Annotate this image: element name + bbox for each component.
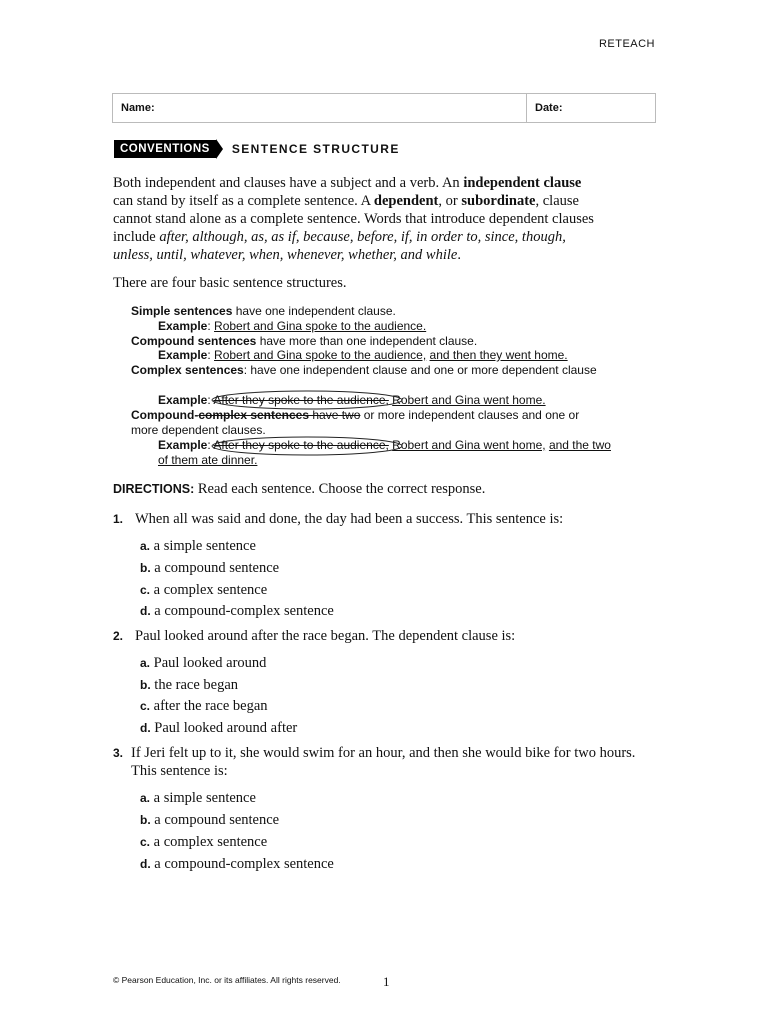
term-subordinate: subordinate — [461, 193, 536, 209]
question-number: 1. — [113, 512, 124, 526]
answer-option[interactable]: b. a compound sentence — [140, 560, 280, 576]
compound-complex-example: Example: After they spoke to the audience, Robert and Gina went home, and the two of them ate dinner. — [158, 438, 611, 467]
date-label: Date: — [535, 102, 563, 114]
compound-example: Example: Robert and Gina spoke to the audience, and then they went home. — [158, 348, 568, 362]
dependent-words-list: after, although, as, as if, because, before, if, in order to, since, though, unless, until, whatever, when, whenever, whether, and while — [113, 229, 566, 263]
page-number: 1 — [383, 974, 390, 989]
answer-option[interactable]: c. a complex sentence — [140, 834, 268, 850]
section-title: SENTENCE STRUCTURE — [231, 142, 400, 156]
arrow-icon — [216, 139, 223, 159]
answer-option[interactable]: d. a compound-complex sentence — [140, 603, 334, 619]
section-header — [114, 139, 400, 159]
name-label: Name: — [121, 102, 155, 114]
answer-option[interactable]: a. a simple sentence — [140, 538, 256, 554]
question-text: If Jeri felt up to it, she would swim for an hour, and then she would bike for two hours. This sentence is: — [131, 745, 636, 779]
date-field[interactable] — [527, 94, 563, 122]
answer-option[interactable]: c. after the race began — [140, 698, 268, 714]
intro-paragraph: Both independent and clauses have a subject and a verb. An independent clause can stand by itself as a complete sentence. A dependent, or subordinate, clause cannot stand alone as a complete sentence. Words that introduce dependent clauses include after, although, as, as if, because, before, if, in order to, since, though, unless, until, whatever, when, whenever, whether, and while. — [113, 175, 594, 263]
name-field[interactable] — [113, 94, 527, 122]
conventions-tag: CONVENTIONS — [114, 140, 216, 158]
answer-option[interactable]: a. Paul looked around — [140, 655, 267, 671]
answer-option[interactable]: a. a simple sentence — [140, 790, 256, 806]
answer-option[interactable]: b. the race began — [140, 677, 239, 693]
question-number: 2. — [113, 629, 124, 643]
question-number: 3. — [113, 746, 124, 760]
compound-sentence-definition: Compound sentences have more than one independent clause. — [131, 334, 478, 348]
simple-example: Example: Robert and Gina spoke to the audience. — [158, 319, 427, 333]
answer-option[interactable]: d. a compound-complex sentence — [140, 856, 334, 872]
four-structures-text: There are four basic sentence structures. — [113, 275, 347, 291]
question-text: Paul looked around after the race began. The dependent clause is: — [135, 628, 516, 644]
term-dependent: dependent — [373, 193, 439, 209]
name-date-box — [112, 93, 656, 123]
answer-option[interactable]: d. Paul looked around after — [140, 720, 298, 736]
reteach-label: RETEACH — [598, 38, 655, 50]
answer-option[interactable]: c. a complex sentence — [140, 582, 268, 598]
compound-complex-definition: Compound-complex sentences have two or more independent clauses and one or more dependent clauses. — [131, 408, 580, 437]
directions: DIRECTIONS: Read each sentence. Choose the correct response. — [113, 481, 486, 497]
complex-sentence-definition: Complex sentences: have one independent clause and one or more dependent clause — [131, 363, 597, 377]
term-independent-clause: independent clause — [463, 175, 582, 191]
answer-option[interactable]: b. a compound sentence — [140, 812, 280, 828]
complex-example: Example: After they spoke to the audience, Robert and Gina went home. — [158, 393, 546, 407]
copyright-footer: © Pearson Education, Inc. or its affiliates. All rights reserved. — [113, 975, 341, 985]
simple-sentence-definition: Simple sentences have one independent clause. — [131, 304, 396, 318]
question-text: When all was said and done, the day had been a success. This sentence is: — [135, 511, 564, 527]
